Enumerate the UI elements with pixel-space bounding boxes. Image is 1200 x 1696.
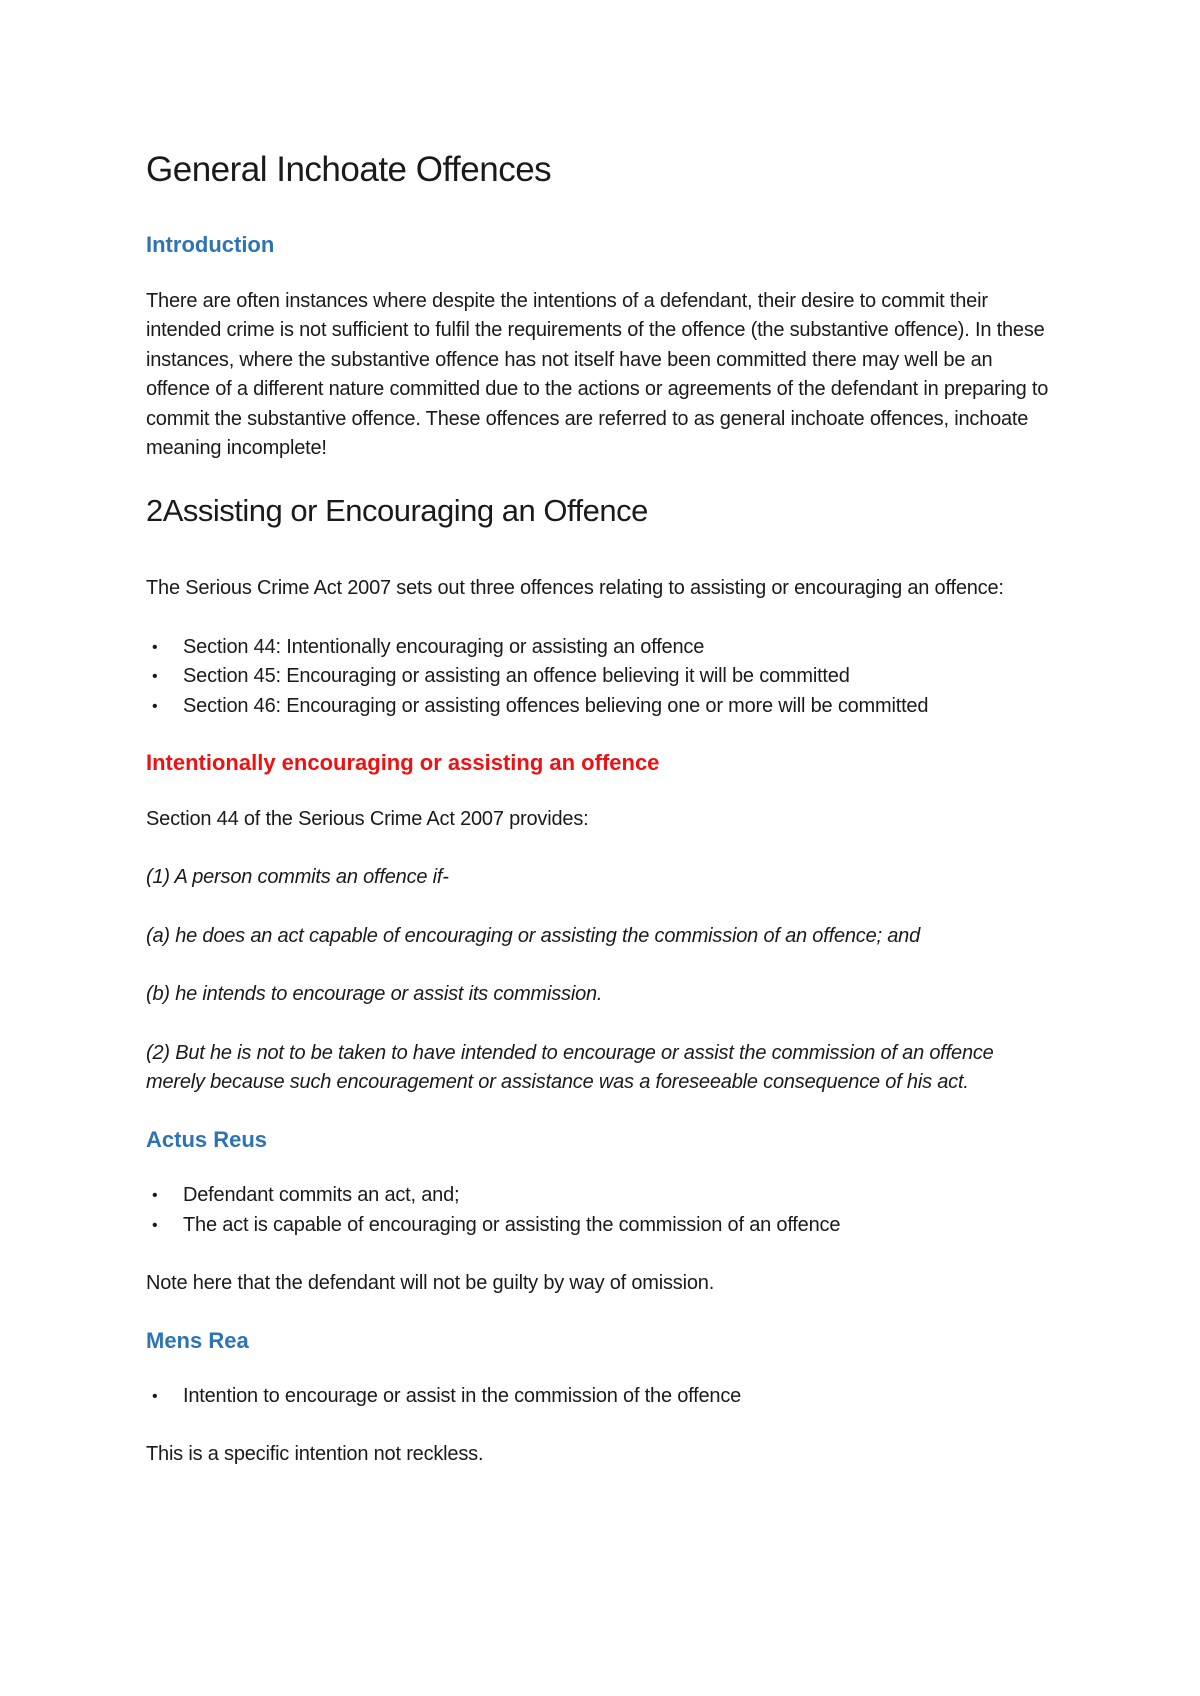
document-page <box>146 150 1051 1499</box>
list-item-text: Section 45: Encouraging or assisting an offence believing it will be committed <box>183 665 850 688</box>
section-44-lead: Section 44 of the Serious Crime Act 2007 provides: <box>146 807 589 830</box>
section-assisting-paragraph: The Serious Crime Act 2007 sets out three offences relating to assisting or encouraging an offence: <box>146 577 1004 600</box>
mens-rea-note: This is a specific intention not reckless. <box>146 1443 484 1466</box>
list-item <box>146 1382 1051 1412</box>
list-item-text: Section 46: Encouraging or assisting offences believing one or more will be committed <box>183 694 929 717</box>
introduction-paragraph: There are often instances where despite the intentions of a defendant, their desire to commit their intended crime is not sufficient to fulfil the requirements of the offence (the substantive offence). In these instances, where the substantive offence has not itself have been committed there may well be an offence of a different nature committed due to the actions or agreements of the defendant in preparing to commit the substantive offence. These offences are referred to as general inchoate offences, inchoate meaning incomplete! <box>146 289 1049 460</box>
actus-reus-heading: Actus Reus <box>146 1126 268 1152</box>
actus-reus-list <box>146 1181 1051 1240</box>
bullet-icon: • <box>152 697 158 715</box>
statute-quote: (b) he intends to encourage or assist its commission. <box>146 983 603 1006</box>
section-assisting-heading: 2Assisting or Encouraging an Offence <box>146 492 648 528</box>
introduction-heading: Introduction <box>146 232 275 258</box>
statute-quote: (a) he does an act capable of encouraging or assisting the commission of an offence; and <box>146 924 920 947</box>
list-item-text: The act is capable of encouraging or assisting the commission of an offence <box>183 1213 841 1236</box>
list-item-text: Section 44: Intentionally encouraging or assisting an offence <box>183 635 705 658</box>
bullet-icon: • <box>152 1187 158 1205</box>
list-item <box>146 692 1051 722</box>
list-item-text: Defendant commits an act, and; <box>183 1184 460 1207</box>
bullet-icon: • <box>152 668 158 686</box>
list-item <box>146 662 1051 692</box>
actus-reus-note: Note here that the defendant will not be guilty by way of omission. <box>146 1272 715 1295</box>
sections-list <box>146 633 1051 722</box>
document-title: General Inchoate Offences <box>146 150 552 189</box>
list-item <box>146 1211 1051 1241</box>
list-item <box>146 1181 1051 1211</box>
mens-rea-heading: Mens Rea <box>146 1327 249 1353</box>
bullet-icon: • <box>152 638 158 656</box>
mens-rea-list <box>146 1382 1051 1412</box>
section-44-heading: Intentionally encouraging or assisting an offence <box>146 750 660 776</box>
statute-quote: (1) A person commits an offence if- <box>146 866 449 889</box>
list-item <box>146 633 1051 663</box>
list-item-text: Intention to encourage or assist in the commission of the offence <box>183 1384 742 1407</box>
bullet-icon: • <box>152 1387 158 1405</box>
bullet-icon: • <box>152 1216 158 1234</box>
statute-quote: (2) But he is not to be taken to have intended to encourage or assist the commission of an offence merely because such encouragement or assistance was a foreseeable consequence of his act. <box>146 1041 994 1094</box>
